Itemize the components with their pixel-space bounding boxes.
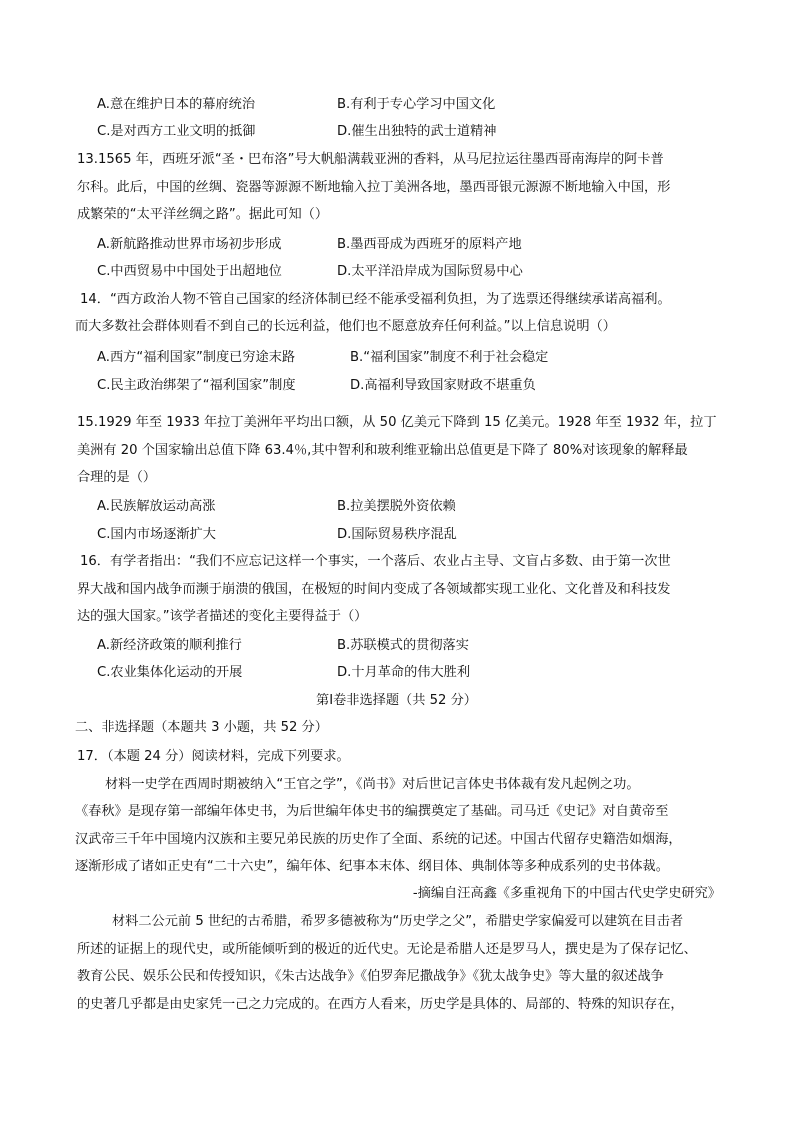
q17-material2-line-1: 材料二公元前 5 世纪的古希腊，希罗多德被称为“历史学之父”，希腊史学家偏爱可以建筑在目击者 (112, 914, 684, 929)
q17-source1: -摘编自汪高鑫《多重视角下的中国古代史学史研究》 (412, 886, 721, 901)
q17-material2-line-2: 所述的证据上的现代史，或所能倾听到的极近的近代史。无论是希腊人还是罗马人，撰史是为了保存记忆、 (77, 942, 697, 957)
q12-option-c: C.是对西方工业文明的抵御 (97, 124, 256, 139)
q17-title: 17．（本题 24 分）阅读材料，完成下列要求。 (77, 749, 350, 764)
q17-material2-line-3: 教育公民、娱乐公民和传授知识，《朱古达战争》《伯罗奔尼撒战争》《犹太战争史》等大量的叙述战争 (77, 969, 664, 984)
q13-option-c: C.中西贸易中中国处于出超地位 (97, 264, 282, 279)
q17-material2-line-4: 的史著几乎都是由史家凭一己之力完成的。在西方人看来，历史学是具体的、局部的、特殊的知识存在， (77, 997, 684, 1012)
q13-option-a: A.新航路推动世界市场初步形成 (97, 237, 282, 252)
q14-option-c: C.民主政治绑架了“福利国家”制度 (97, 378, 296, 393)
q14-option-a: A.西方“福利国家”制度已穷途末路 (97, 350, 296, 365)
q15-option-d: D.国际贸易秩序混乱 (337, 527, 457, 542)
q14-stem-line-2: 而大多数社会群体则看不到自己的长远利益，他们也不愿意放弃任何利益。”以上信息说明（） (75, 319, 616, 334)
q13-stem-line-3: 成繁荣的“太平洋丝绸之路”。据此可知（） (77, 207, 329, 222)
q13-option-b: B.墨西哥成为西班牙的原料产地 (337, 237, 522, 252)
q12-option-a: A.意在维护日本的幕府统治 (97, 97, 256, 112)
q17-material1-line-3: 汉武帝三千年中国境内汉族和主要兄弟民族的历史作了全面、系统的记述。中国古代留存史籍浩如烟海， (75, 832, 682, 847)
q17-material1-line-4: 逐渐形成了诸如正史有“二十六史”，编年体、纪事本末体、纲目体、典制体等多种成系列的史书体裁。 (75, 859, 669, 874)
q16-option-c: C.农业集体化运动的开展 (97, 665, 243, 680)
q16-stem-line-3: 达的强大国家。”该学者描述的变化主要得益于（） (77, 609, 368, 624)
q16-option-d: D.十月革命的伟大胜利 (337, 665, 471, 680)
q16-option-a: A.新经济政策的顺利推行 (97, 638, 242, 653)
q13-stem-line-2: 尔科。此后，中国的丝绸、瓷器等源源不断地输入拉丁美洲各地，墨西哥银元源源不断地输入中国，形 (77, 180, 671, 195)
q15-option-c: C.国内市场逐渐扩大 (97, 527, 216, 542)
q12-option-b: B.有利于专心学习中国文化 (337, 97, 496, 112)
q13-option-d: D.太平洋沿岸成为国际贸易中心 (337, 264, 523, 279)
q15-stem-line-2: 美洲有 20 个国家输出总值下降 63.4％,其中智利和玻利维亚输出总值更是下降了 80%对该现象的解释最 (77, 443, 688, 458)
part2-title: 二、非选择题（本题共 3 小题，共 52 分） (75, 720, 328, 735)
q14-option-d: D.高福利导致国家财政不堪重负 (350, 378, 536, 393)
q17-material1-line-1: 材料一史学在西周时期被纳入“王官之学”，《尚书》对后世记言体史书体裁有发凡起例之功。 (105, 777, 640, 792)
q15-option-b: B.拉美摆脱外资依赖 (337, 499, 456, 514)
q13-stem-line-1: 13.1565 年，西班牙派“圣・巴布洛”号大帆船满载亚洲的香料，从马尼拉运往墨西哥南海岸的阿卡普 (77, 152, 664, 167)
q14-stem-line-1: 14．“西方政治人物不管自己国家的经济体制已经不能承受福利负担，为了选票还得继续承诺高福利。 (80, 292, 671, 307)
q15-stem-line-3: 合理的是（） (77, 470, 157, 485)
q15-option-a: A.民族解放运动高涨 (97, 499, 216, 514)
q17-material1-line-2: 《春秋》是现存第一部编年体史书，为后世编年体史书的编撰奠定了基础。司马迁《史记》对自黄帝至 (75, 804, 669, 819)
q12-option-d: D.催生出独特的武士道精神 (337, 124, 497, 139)
q14-option-b: B.“福利国家”制度不利于社会稳定 (350, 350, 549, 365)
q16-option-b: B.苏联模式的贯彻落实 (337, 638, 469, 653)
q16-stem-line-1: 16．有学者指出：“我们不应忘记这样一个事实，一个落后、农业占主导、文盲占多数、由于第一次世 (80, 554, 671, 569)
q15-stem-line-1: 15.1929 年至 1933 年拉丁美洲年平均出口额，从 50 亿美元下降到 15 亿美元。1928 年至 1932 年，拉丁 (77, 415, 717, 430)
section-header: 第Ⅰ卷非选择题（共 52 分） (316, 693, 477, 708)
q16-stem-line-2: 界大战和国内战争而濒于崩溃的俄国，在极短的时间内变成了各领域都实现工业化、文化普及和科技发 (77, 582, 671, 597)
